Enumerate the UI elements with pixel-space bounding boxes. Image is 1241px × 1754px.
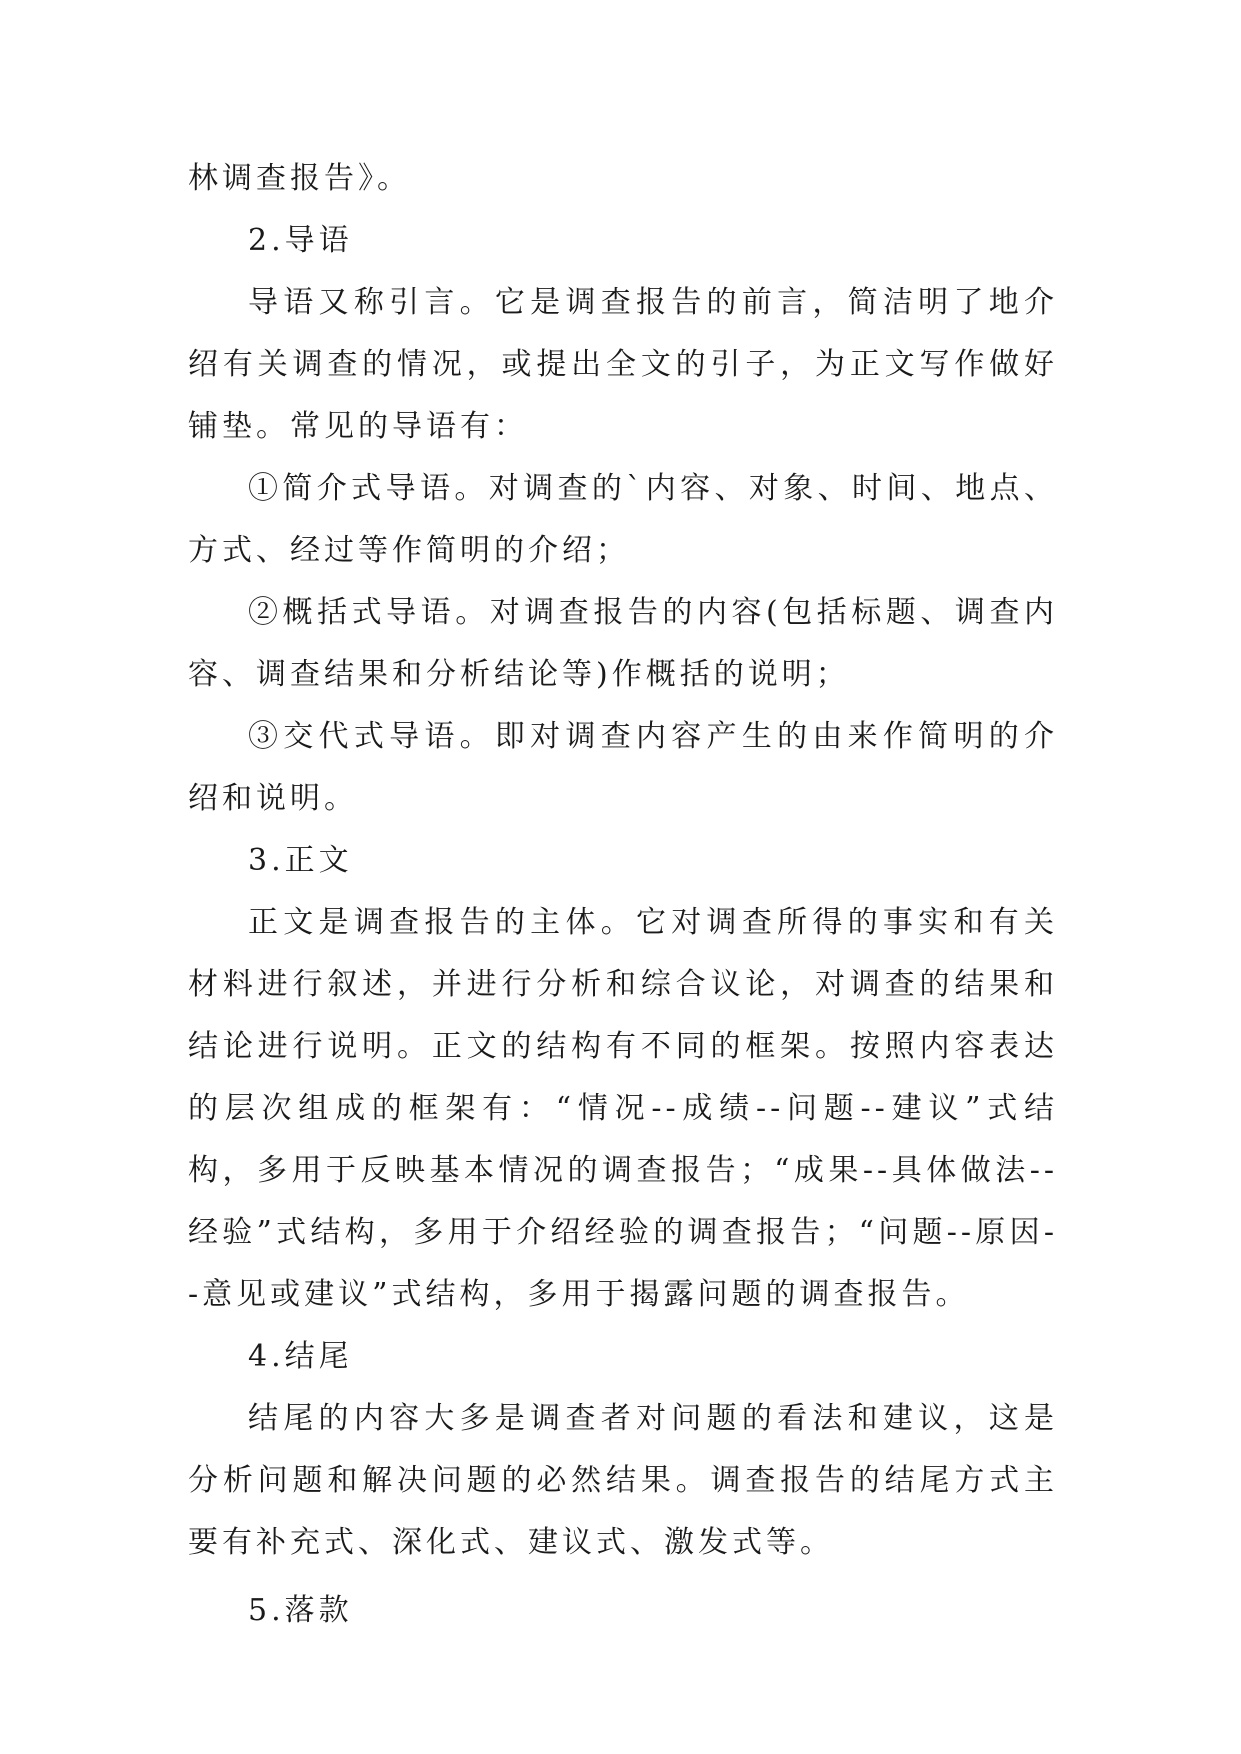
lead-intro-paragraph: 导语又称引言。它是调查报告的前言，简洁明了地介绍有关调查的情况，或提出全文的引子，为正文写作做好铺垫。常见的导语有： [188,285,1058,444]
continued-paragraph: 林调查报告》。 [188,161,411,196]
section-heading-lead: 2.导语 [248,223,353,258]
body-paragraph: 正文是调查报告的主体。它对调查所得的事实和有关材料进行叙述，并进行分析和综合议论，对调查的结果和结论进行说明。正文的结构有不同的框架。按照内容表达的层次组成的框架有：“情况--成绩--问题--建议”式结构，多用于反映基本情况的调查报告；“成果--具体做法--经验”式结构，多用于介绍经验的调查报告；“问题--原因--意见或建议”式结构，多用于揭露问题的调查报告。 [188,905,1058,1312]
lead-type-item-1: ①简介式导语。对调查的`内容、对象、时间、地点、方式、经过等作简明的介绍； [188,471,1058,568]
lead-type-item-3: ③交代式导语。即对调查内容产生的由来作简明的介绍和说明。 [188,719,1058,816]
section-heading-body: 3.正文 [248,843,353,878]
lead-type-item-2: ②概括式导语。对调查报告的内容(包括标题、调查内容、调查结果和分析结论等)作概括的说明； [188,595,1058,692]
section-heading-signature: 5.落款 [248,1593,353,1628]
document-body [188,148,1058,1642]
section-heading-ending: 4.结尾 [248,1339,353,1374]
ending-paragraph: 结尾的内容大多是调查者对问题的看法和建议，这是分析问题和解决问题的必然结果。调查报告的结尾方式主要有补充式、深化式、建议式、激发式等。 [188,1401,1058,1560]
